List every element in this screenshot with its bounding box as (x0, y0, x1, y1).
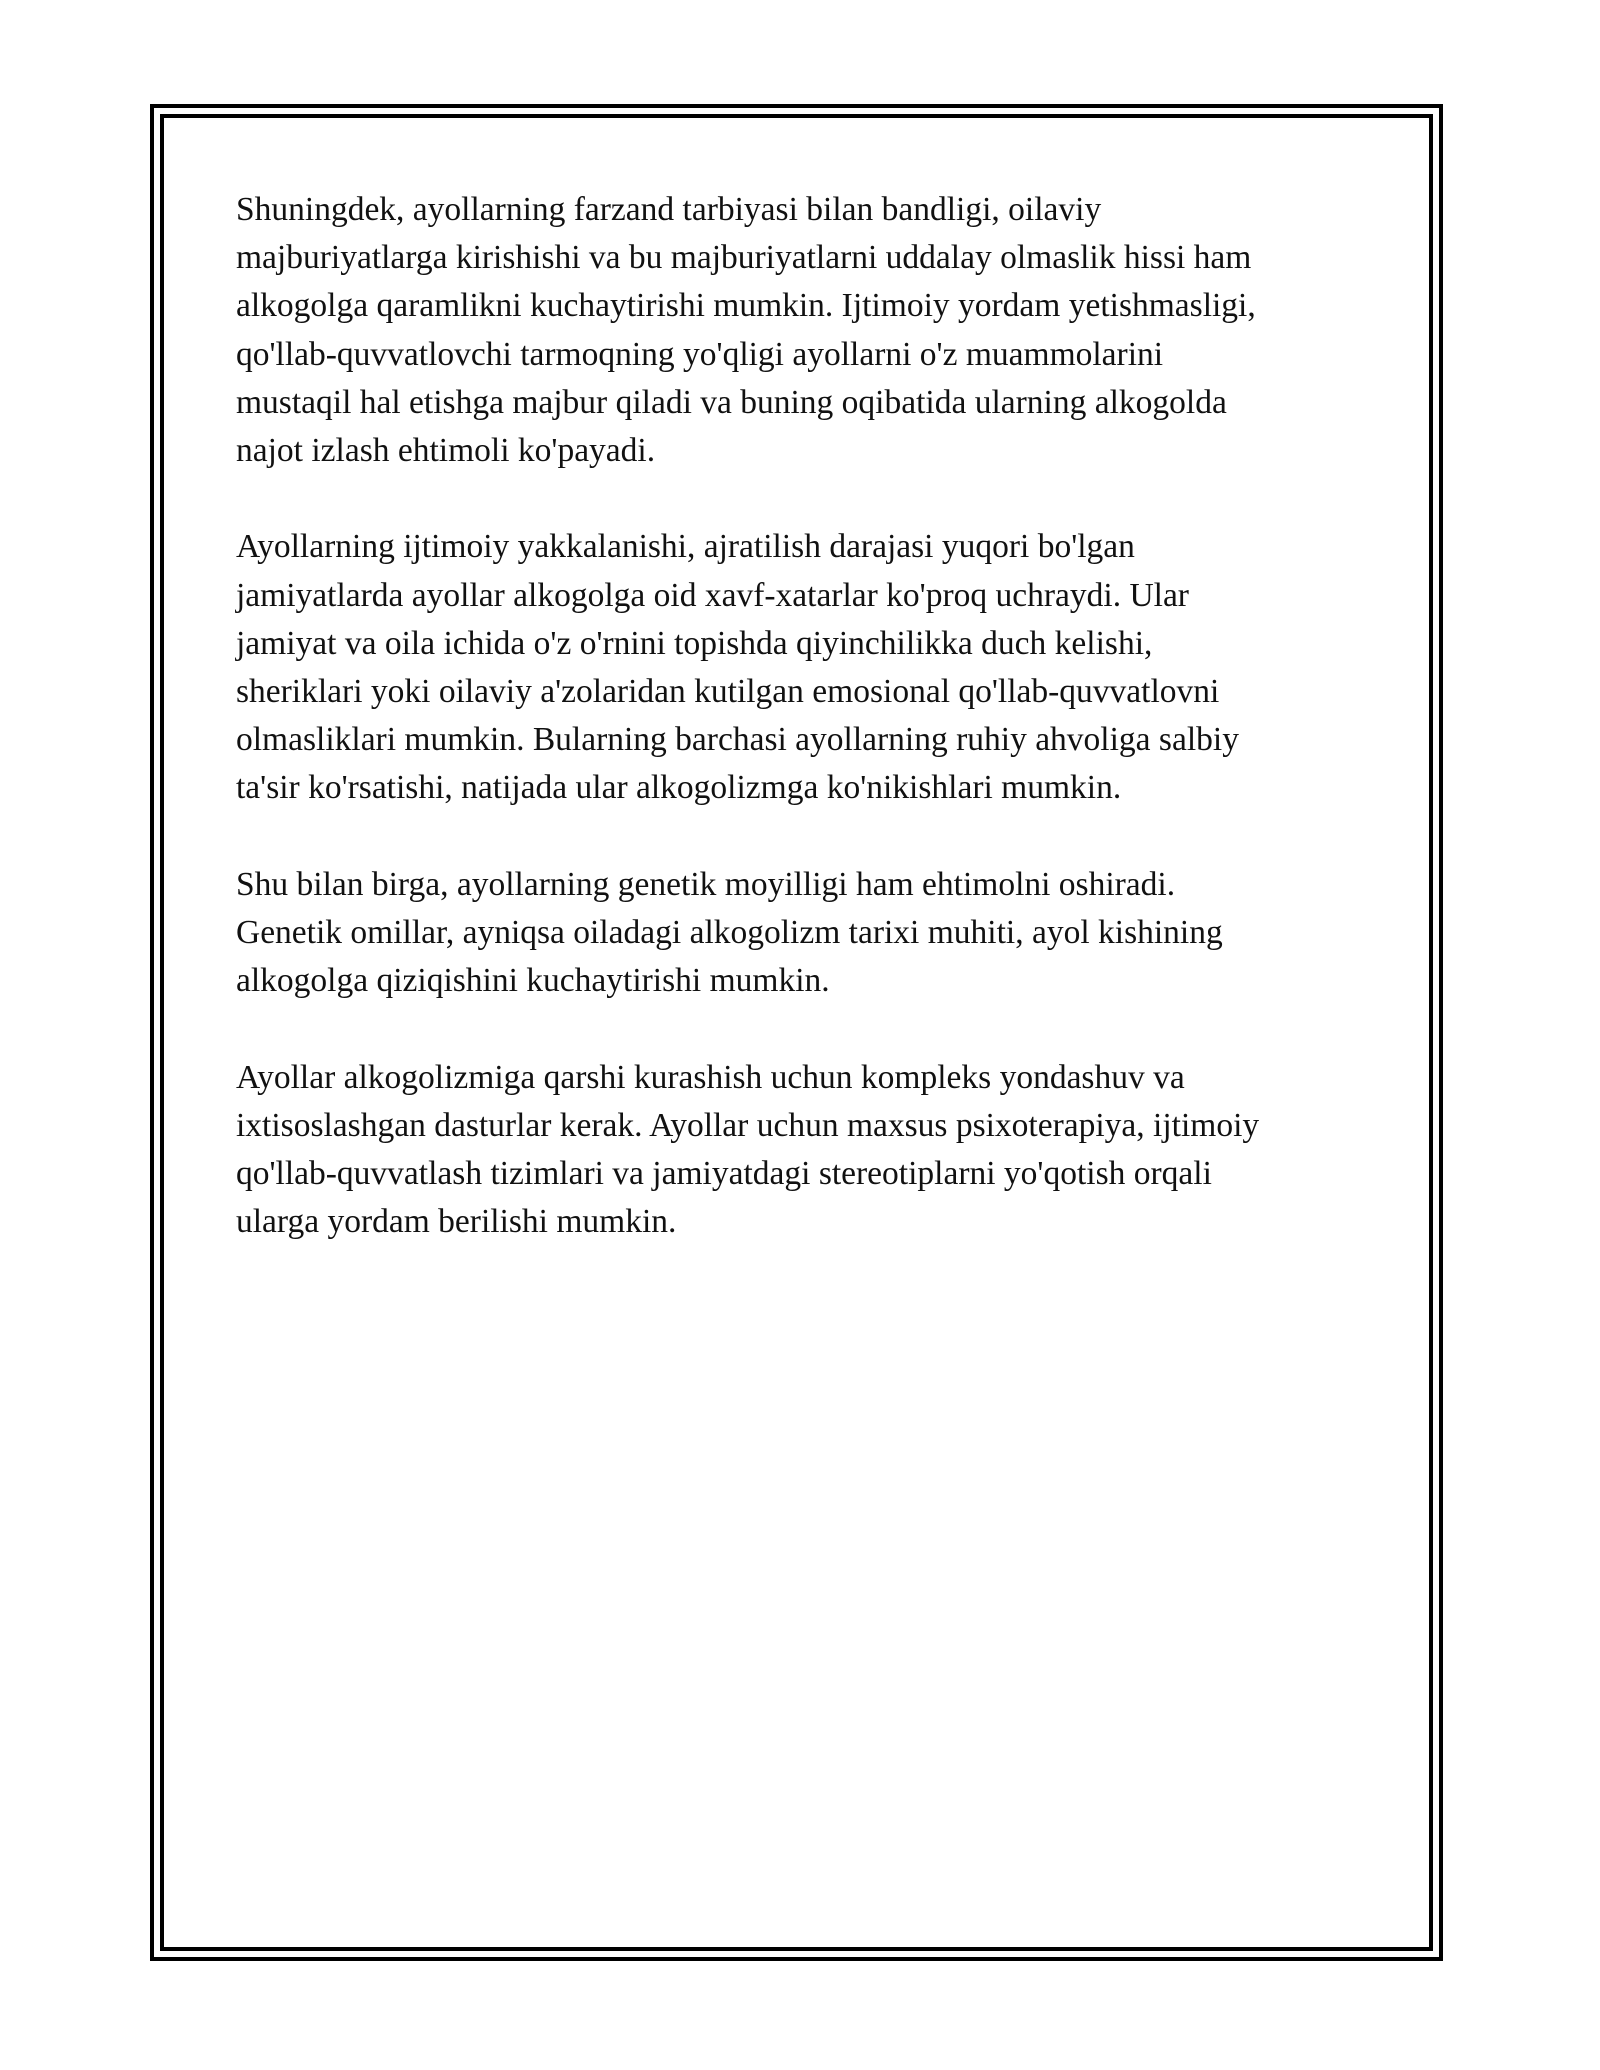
paragraph-3: Shu bilan birga, ayollarning genetik moyilligi ham ehtimolni oshiradi. Genetik omillar, ayniqsa oiladagi alkogolizm tarixi muhiti, ayol kishining alkogolga qiziqishini kuchaytirishi mumkin. (236, 865, 1223, 1000)
paragraph-1: Shuningdek, ayollarning farzand tarbiyasi bilan bandligi, oilaviy majburiyatlarga kirishishi va bu majburiyatlarni uddalay olmaslik hissi ham alkogolga qaramlikni kuchaytirishi mumkin. Ijtimoiy yordam yetishmasligi, qo'llab-quvvatlovchi tarmoqning yo'qligi ayollarni o'z muammolarini mustaqil hal etishga majbur qiladi va buning oqibatida ularning alkogolda najot izlash ehtimoli ko'payadi. (236, 191, 1256, 470)
document-body (236, 186, 1386, 1295)
paragraph-4: Ayollar alkogolizmiga qarshi kurashish uchun kompleks yondashuv va ixtisoslashgan dasturlar kerak. Ayollar uchun maxsus psixoterapiya, ijtimoiy qo'llab-quvvatlash tizimlari va jamiyatdagi stereotiplarni yo'qotish orqali ularga yordam berilishi mumkin. (236, 1058, 1260, 1241)
paragraph-2: Ayollarning ijtimoiy yakkalanishi, ajratilish darajasi yuqori bo'lgan jamiyatlarda ayollar alkogolga oid xavf-xatarlar ko'proq uchraydi. Ular jamiyat va oila ichida o'z o'rnini topishda qiyinchilikka duch kelishi, sheriklari yoki oilaviy a'zolaridan kutilgan emosional qo'llab-quvvatlovni olmasliklari mumkin. Bularning barchasi ayollarning ruhiy ahvoliga salbiy ta'sir ko'rsatishi, natijada ular alkogolizmga ko'nikishlari mumkin. (236, 528, 1239, 807)
